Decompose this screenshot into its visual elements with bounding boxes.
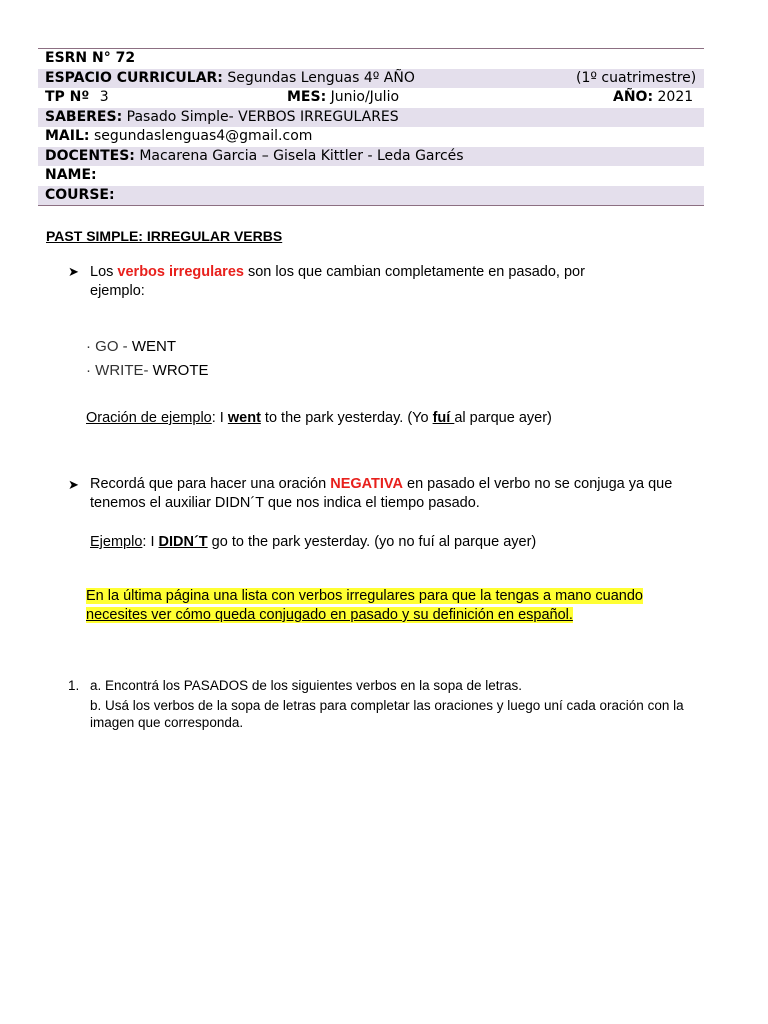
bullet1-post: son los que cambian completamente en pasado, por bbox=[243, 264, 585, 280]
example-sentence-verb: went bbox=[227, 410, 261, 426]
negative-example bbox=[90, 533, 536, 552]
bullet2-pre: Recordá que para hacer una oración bbox=[90, 476, 331, 492]
exercise-b bbox=[90, 697, 684, 731]
header-course-row bbox=[38, 186, 704, 206]
cuatrimestre-label: (1º cuatrimestre) bbox=[576, 69, 697, 86]
header-docentes-row bbox=[38, 147, 704, 167]
example-sentence-pre: : I bbox=[211, 410, 228, 426]
bullet1-line2: ejemplo: bbox=[90, 283, 145, 299]
header-saberes-row bbox=[38, 108, 704, 128]
example-write bbox=[86, 361, 208, 380]
mail-value: segundaslenguas4@gmail.com bbox=[89, 128, 313, 144]
bullet2-highlight: NEGATIVA bbox=[330, 476, 403, 492]
section-title: PAST SIMPLE: IRREGULAR VERBS bbox=[46, 228, 283, 244]
name-label: NAME: bbox=[45, 167, 97, 183]
anio-value: 2021 bbox=[653, 89, 694, 105]
tp-label: TP Nº bbox=[45, 89, 90, 105]
example-sentence-verb-es: fuí bbox=[432, 410, 455, 426]
note-line2: necesites ver cómo queda conjugado en pasado y su definición en español. bbox=[86, 607, 573, 623]
tp-value: 3 bbox=[99, 89, 109, 105]
example-sentence-mid: to the park yesterday. (Yo bbox=[260, 410, 433, 426]
example-go-past: WENT bbox=[131, 338, 176, 355]
docentes-value: Macarena Garcia – Gisela Kittler - Leda Garcés bbox=[134, 147, 464, 164]
example-sentence bbox=[86, 409, 552, 428]
example-go bbox=[86, 337, 176, 356]
bullet1-highlight: verbos irregulares bbox=[117, 264, 244, 280]
arrow-bullet-icon: ➤ bbox=[68, 477, 79, 492]
exercise-number: 1. bbox=[68, 678, 80, 693]
mes-value: Junio/Julio bbox=[326, 89, 400, 105]
bullet-negative bbox=[90, 475, 672, 513]
school-name: ESRN N° 72 bbox=[45, 50, 136, 66]
example-write-past: WROTE bbox=[152, 362, 209, 379]
bullet2-line2: tenemos el auxiliar DIDN´T que nos indica el tiempo pasado. bbox=[90, 495, 480, 511]
negative-example-verb: DIDN´T bbox=[158, 534, 208, 550]
header-school-row bbox=[38, 49, 704, 69]
bullet2-post: en pasado el verbo no se conjuga ya que bbox=[403, 476, 673, 492]
espacio-label: ESPACIO CURRICULAR: bbox=[45, 69, 223, 86]
example-write-base: · WRITE- bbox=[86, 362, 153, 379]
header-name-row bbox=[38, 166, 704, 186]
note-line1: En la última página una lista con verbos irregulares para que la tengas a mano cuando bbox=[86, 588, 643, 604]
negative-example-pre: : I bbox=[142, 534, 159, 550]
espacio-value: Segundas Lenguas 4º AÑO bbox=[222, 69, 415, 86]
saberes-label: SABERES: bbox=[45, 108, 123, 125]
mail-label: MAIL: bbox=[45, 128, 90, 144]
bullet1-pre: Los bbox=[90, 264, 118, 280]
docentes-label: DOCENTES: bbox=[45, 147, 135, 164]
highlighted-note bbox=[86, 587, 643, 625]
exercise-b-line1: b. Usá los verbos de la sopa de letras para completar las oraciones y luego uní cada oración con la bbox=[90, 698, 684, 713]
header-mail-row bbox=[38, 127, 704, 147]
negative-example-post: go to the park yesterday. (yo no fuí al parque ayer) bbox=[207, 534, 537, 550]
mes-label: MES: bbox=[287, 89, 327, 105]
header-espacio-row bbox=[38, 69, 704, 89]
header-table bbox=[38, 48, 704, 206]
example-sentence-label: Oración de ejemplo bbox=[86, 410, 212, 426]
example-sentence-post: al parque ayer) bbox=[454, 410, 552, 426]
bullet-irregular-verbs bbox=[90, 263, 585, 301]
exercise-b-line2: imagen que corresponda. bbox=[90, 715, 244, 730]
negative-example-label: Ejemplo bbox=[90, 534, 143, 550]
exercise-a: a. Encontrá los PASADOS de los siguientes verbos en la sopa de letras. bbox=[90, 678, 522, 693]
course-label: COURSE: bbox=[45, 186, 115, 203]
saberes-value: Pasado Simple- VERBOS IRREGULARES bbox=[122, 108, 399, 125]
arrow-bullet-icon: ➤ bbox=[68, 264, 79, 279]
anio-label: AÑO: bbox=[613, 89, 654, 105]
example-go-base: · GO - bbox=[86, 338, 132, 355]
header-tp-row bbox=[38, 88, 704, 108]
